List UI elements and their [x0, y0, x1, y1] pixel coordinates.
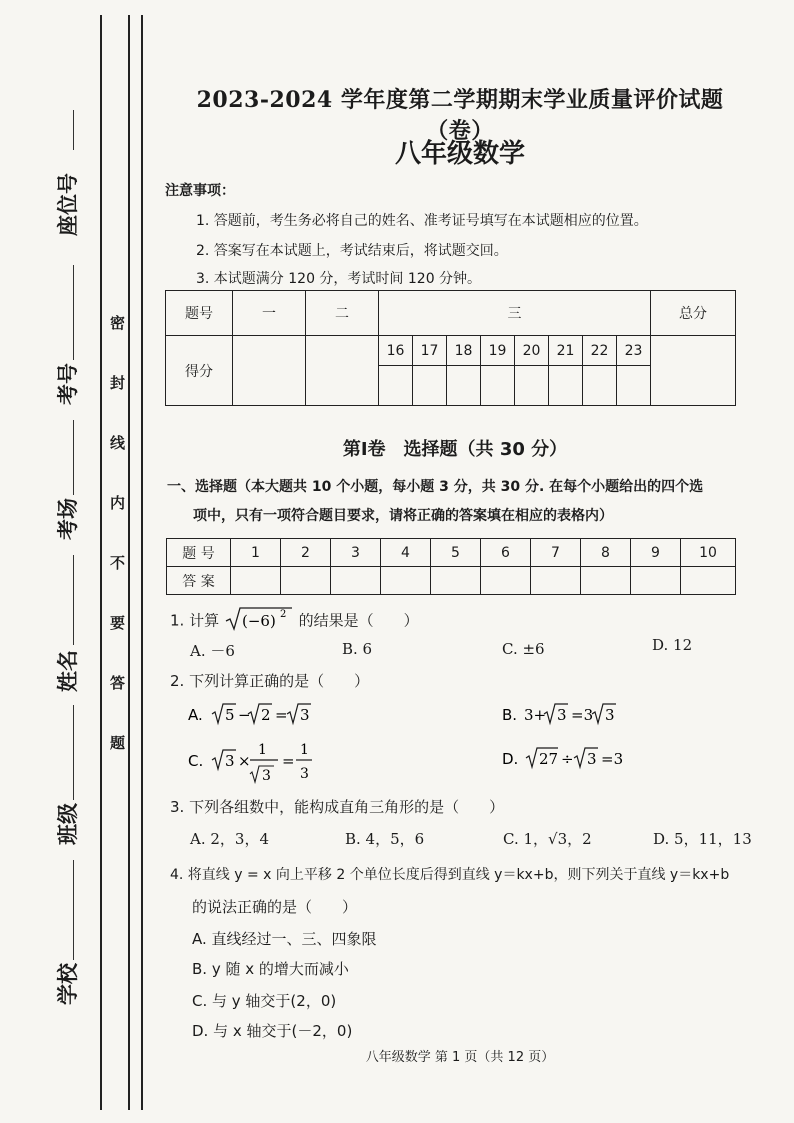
seal-char: 题	[110, 734, 126, 752]
answer-cell[interactable]	[531, 567, 581, 595]
score-cell[interactable]	[447, 366, 481, 406]
score-cell[interactable]	[233, 336, 306, 406]
exam-subtitle: 八年级数学	[394, 139, 525, 169]
answer-number: 3	[331, 539, 381, 567]
score-sub-number: 18	[447, 336, 481, 366]
question-4-stem-cont: 的说法正确的是（ ）	[192, 898, 358, 916]
q2-option-d	[500, 742, 640, 772]
svg-text:3: 3	[300, 766, 309, 782]
answer-cell[interactable]	[481, 567, 531, 595]
q1-option-d: D. 12	[652, 636, 693, 654]
q3-option-a: A. 2，3，4	[190, 830, 269, 848]
svg-text:3: 3	[557, 706, 567, 724]
svg-text:B.: B.	[502, 706, 518, 724]
seal-char: 不	[110, 554, 126, 572]
svg-text:1: 1	[258, 742, 267, 758]
answer-cell[interactable]	[631, 567, 681, 595]
answer-number: 9	[631, 539, 681, 567]
notice-item: 2. 答案写在本试题上，考试结束后，将试题交回。	[196, 243, 508, 259]
svg-text:27: 27	[539, 750, 559, 768]
svg-text:D.: D.	[502, 750, 519, 768]
score-part-header: 二	[306, 291, 379, 336]
score-table	[165, 290, 736, 406]
answer-number: 4	[381, 539, 431, 567]
q2-option-a	[186, 698, 326, 728]
score-cell[interactable]	[549, 366, 583, 406]
svg-text:C.: C.	[188, 752, 204, 770]
school-label: 学校	[56, 963, 80, 1005]
question-4-stem: 4. 将直线 y = x 向上平移 2 个单位长度后得到直线 y＝kx+b，则下列关于直线 y＝kx+b	[170, 867, 730, 883]
score-cell[interactable]	[481, 366, 515, 406]
seal-char: 封	[110, 374, 126, 392]
q1-option-a: A. －6	[190, 642, 235, 660]
score-part-header: 一	[233, 291, 306, 336]
score-sub-number: 16	[379, 336, 413, 366]
svg-text:3+: 3+	[524, 706, 547, 724]
svg-text:=3: =3	[601, 750, 624, 768]
seal-char: 密	[110, 314, 126, 332]
q1-option-b: B. 6	[342, 640, 373, 658]
svg-text:5: 5	[225, 706, 235, 724]
school-line[interactable]	[73, 860, 74, 960]
score-sub-number: 17	[413, 336, 447, 366]
svg-text:3: 3	[262, 768, 271, 784]
score-cell[interactable]	[379, 366, 413, 406]
binding-line-cut	[141, 15, 143, 1110]
class-label: 班级	[56, 803, 80, 845]
q3-option-d: D. 5，11，13	[653, 830, 752, 848]
score-sub-number: 23	[617, 336, 651, 366]
score-cell[interactable]	[515, 366, 549, 406]
answer-cell[interactable]	[331, 567, 381, 595]
name-label: 姓名	[56, 650, 80, 692]
sqrt-expression	[224, 606, 294, 632]
answer-cell[interactable]	[581, 567, 631, 595]
score-total-cell[interactable]	[651, 336, 736, 406]
binding-line-inner	[128, 15, 130, 1110]
question-1-prefix: 1. 计算	[170, 611, 220, 630]
svg-text:=: =	[275, 706, 288, 724]
q4-option-c: C. 与 y 轴交于(2，0)	[192, 992, 337, 1010]
part-intro: 项中，只有一项符合题目要求，请将正确的答案填在相应的表格内）	[193, 508, 613, 524]
score-row-label: 得分	[166, 336, 233, 406]
section-heading: 第Ⅰ卷 选择题（共 30 分）	[342, 439, 568, 460]
seat-number-label: 座位号	[56, 173, 80, 236]
notice-heading: 注意事项：	[165, 183, 235, 199]
notice-item: 1. 答题前，考生务必将自己的姓名、准考证号填写在本试题相应的位置。	[196, 213, 648, 229]
score-row-label: 题号	[166, 291, 233, 336]
svg-text:=3: =3	[571, 706, 594, 724]
answer-number: 2	[281, 539, 331, 567]
exam-room-line[interactable]	[73, 420, 74, 495]
svg-text:3: 3	[587, 750, 597, 768]
svg-text:×: ×	[238, 752, 251, 770]
answer-cell[interactable]	[381, 567, 431, 595]
seal-char: 要	[110, 614, 126, 632]
seal-char: 答	[110, 674, 126, 692]
question-3: 3. 下列各组数中，能构成直角三角形的是（ ）	[170, 798, 505, 816]
q4-option-a: A. 直线经过一、三、四象限	[192, 930, 377, 948]
answer-cell[interactable]	[281, 567, 331, 595]
answer-cell[interactable]	[231, 567, 281, 595]
exam-number-line[interactable]	[73, 265, 74, 360]
answer-row-label: 题 号	[167, 539, 231, 567]
question-1-expression	[224, 606, 294, 636]
svg-text:3: 3	[225, 752, 235, 770]
exam-room-label: 考场	[56, 498, 80, 540]
score-total-header: 总分	[651, 291, 736, 336]
exam-number-label: 考号	[56, 363, 80, 405]
score-cell[interactable]	[306, 336, 379, 406]
notice-item: 3. 本试题满分 120 分，考试时间 120 分钟。	[196, 271, 482, 287]
part-intro: 一、选择题（本大题共 10 个小题，每小题 3 分，共 30 分. 在每个小题给出的四个选	[167, 479, 704, 495]
answer-cell[interactable]	[681, 567, 736, 595]
answer-number: 10	[681, 539, 736, 567]
seal-char: 内	[110, 494, 126, 512]
svg-text:(−6): (−6)	[241, 612, 276, 630]
score-cell[interactable]	[617, 366, 651, 406]
exam-title: 2023-2024 学年度第二学期期末学业质量评价试题（卷）	[196, 87, 724, 144]
svg-text:2: 2	[279, 609, 287, 620]
answer-number: 5	[431, 539, 481, 567]
answer-row-label: 答 案	[167, 567, 231, 595]
score-part-header: 三	[379, 291, 651, 336]
page-footer: 八年级数学 第 1 页（共 12 页）	[365, 1050, 555, 1065]
score-sub-number: 21	[549, 336, 583, 366]
question-1-suffix: 的结果是（ ）	[298, 611, 419, 630]
answer-number: 8	[581, 539, 631, 567]
q4-option-d: D. 与 x 轴交于(－2，0)	[192, 1022, 353, 1040]
answer-number: 7	[531, 539, 581, 567]
q4-option-b: B. y 随 x 的增大而减小	[192, 960, 349, 978]
svg-text:=: =	[282, 752, 295, 770]
answer-number: 1	[231, 539, 281, 567]
class-line[interactable]	[73, 705, 74, 800]
binding-line-outer	[100, 15, 102, 1110]
q2-option-c	[186, 736, 326, 786]
answer-number: 6	[481, 539, 531, 567]
question-2: 2. 下列计算正确的是（ ）	[170, 672, 370, 690]
svg-text:A.: A.	[188, 706, 203, 724]
q2-option-b	[500, 698, 640, 728]
svg-text:3: 3	[300, 706, 310, 724]
answer-table	[166, 538, 736, 595]
question-1	[170, 606, 419, 636]
svg-text:−: −	[238, 706, 251, 724]
answer-cell[interactable]	[431, 567, 481, 595]
svg-text:2: 2	[261, 706, 271, 724]
svg-text:÷: ÷	[561, 750, 574, 768]
q3-option-b: B. 4，5，6	[345, 830, 425, 848]
score-cell[interactable]	[413, 366, 447, 406]
score-sub-number: 20	[515, 336, 549, 366]
svg-text:3: 3	[605, 706, 615, 724]
name-line[interactable]	[73, 555, 74, 645]
seal-char: 线	[110, 434, 126, 452]
score-cell[interactable]	[583, 366, 617, 406]
q1-option-c: C. ±6	[502, 640, 545, 658]
q3-option-c: C. 1，√3，2	[503, 830, 592, 848]
seat-number-line[interactable]	[73, 110, 74, 150]
score-sub-number: 19	[481, 336, 515, 366]
svg-text:1: 1	[300, 742, 309, 758]
score-sub-number: 22	[583, 336, 617, 366]
